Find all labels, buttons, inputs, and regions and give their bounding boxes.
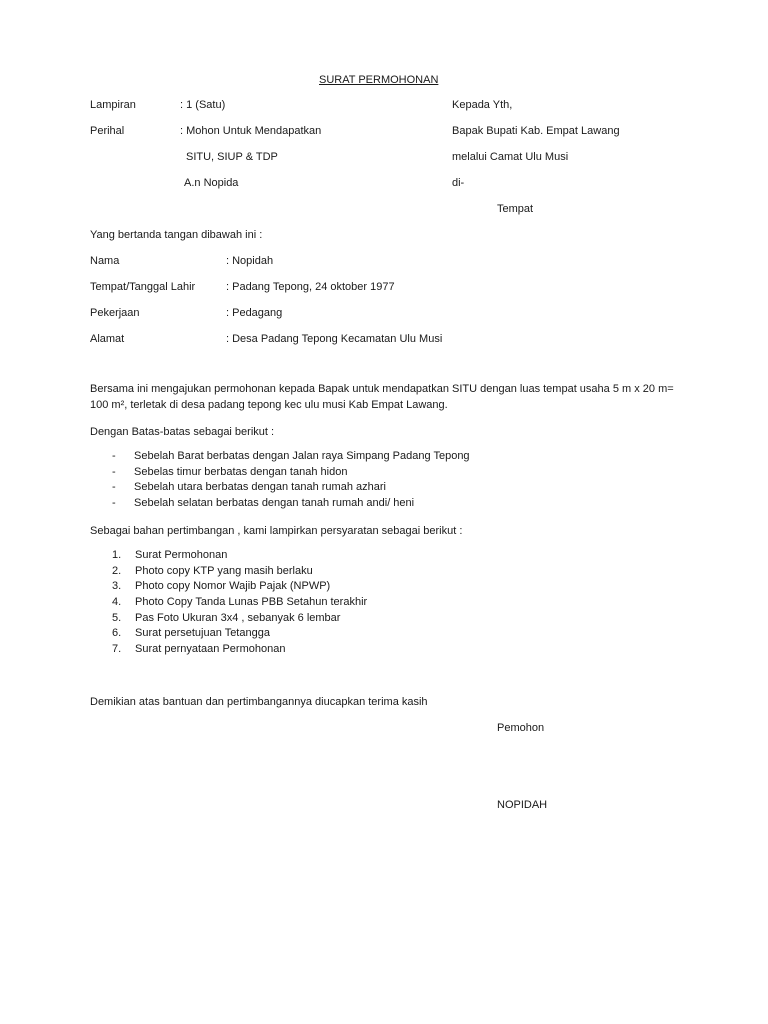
signature-role: Pemohon <box>497 722 545 734</box>
perihal-label: Perihal <box>90 125 125 137</box>
requirement-text: Photo Copy Tanda Lunas PBB Setahun terakhir <box>135 596 368 609</box>
requirement-text: Pas Foto Ukuran 3x4 , sebanyak 6 lembar <box>135 611 341 624</box>
requirement-text: Surat Permohonan <box>135 549 228 561</box>
closing-text: Demikian atas bantuan dan pertimbangannya diucapkan terima kasih <box>90 696 428 708</box>
addressee-line-1: Kepada Yth, <box>452 99 513 111</box>
boundaries-intro: Dengan Batas-batas sebagai berikut : <box>90 426 275 438</box>
identity-value-alamat: : Desa Padang Tepong Kecamatan Ulu Musi <box>226 333 443 345</box>
boundary-text: Sebelah selatan berbatas dengan tanah rumah andi/ heni <box>134 497 415 510</box>
addressee-line-2: Bapak Bupati Kab. Empat Lawang <box>452 125 620 137</box>
requirement-text: Surat persetujuan Tetangga <box>135 627 270 640</box>
page-title: SURAT PERMOHONAN <box>319 74 439 86</box>
boundary-text: Sebelas timur berbatas dengan tanah hidon <box>134 465 348 478</box>
requirement-text: Photo copy KTP yang masih berlaku <box>135 564 313 577</box>
identity-label-alamat: Alamat <box>90 333 125 345</box>
signature-name: NOPIDAH <box>497 799 548 811</box>
perihal-line-1: : Mohon Untuk Mendapatkan <box>180 125 322 137</box>
identity-label-ttl: Tempat/Tanggal Lahir <box>90 281 196 293</box>
lampiran-label: Lampiran <box>90 99 136 111</box>
requirements-intro: Sebagai bahan pertimbangan , kami lampirkan persyaratan sebagai berikut : <box>90 525 463 537</box>
addressee-line-4: di- <box>452 177 465 189</box>
perihal-line-3: A.n Nopida <box>184 177 239 189</box>
identity-label-nama: Nama <box>90 255 120 267</box>
boundary-text: Sebelah utara berbatas dengan tanah rumah azhari <box>134 481 386 494</box>
identity-value-ttl: : Padang Tepong, 24 oktober 1977 <box>226 281 395 293</box>
lampiran-value: : 1 (Satu) <box>180 99 226 111</box>
addressee-line-3: melalui Camat Ulu Musi <box>452 151 569 163</box>
body-paragraph: Bersama ini mengajukan permohonan kepada Bapak untuk mendapatkan SITU dengan luas tempat usaha 5 m x 20 m= 100 m², terletak di desa padang tepong kec ulu musi Kab Empat Lawang. <box>90 383 674 411</box>
boundary-text: Sebelah Barat berbatas dengan Jalan raya Simpang Padang Tepong <box>134 450 470 462</box>
requirement-text: Photo copy Nomor Wajib Pajak (NPWP) <box>135 580 331 593</box>
identity-value-nama: : Nopidah <box>226 255 274 267</box>
perihal-line-2: SITU, SIUP & TDP <box>186 151 278 163</box>
requirement-text: Surat pernyataan Permohonan <box>135 643 286 656</box>
identity-value-pekerjaan: : Pedagang <box>226 307 283 319</box>
identity-label-pekerjaan: Pekerjaan <box>90 307 140 319</box>
intro-text: Yang bertanda tangan dibawah ini : <box>90 229 263 241</box>
addressee-line-5: Tempat <box>497 203 534 215</box>
